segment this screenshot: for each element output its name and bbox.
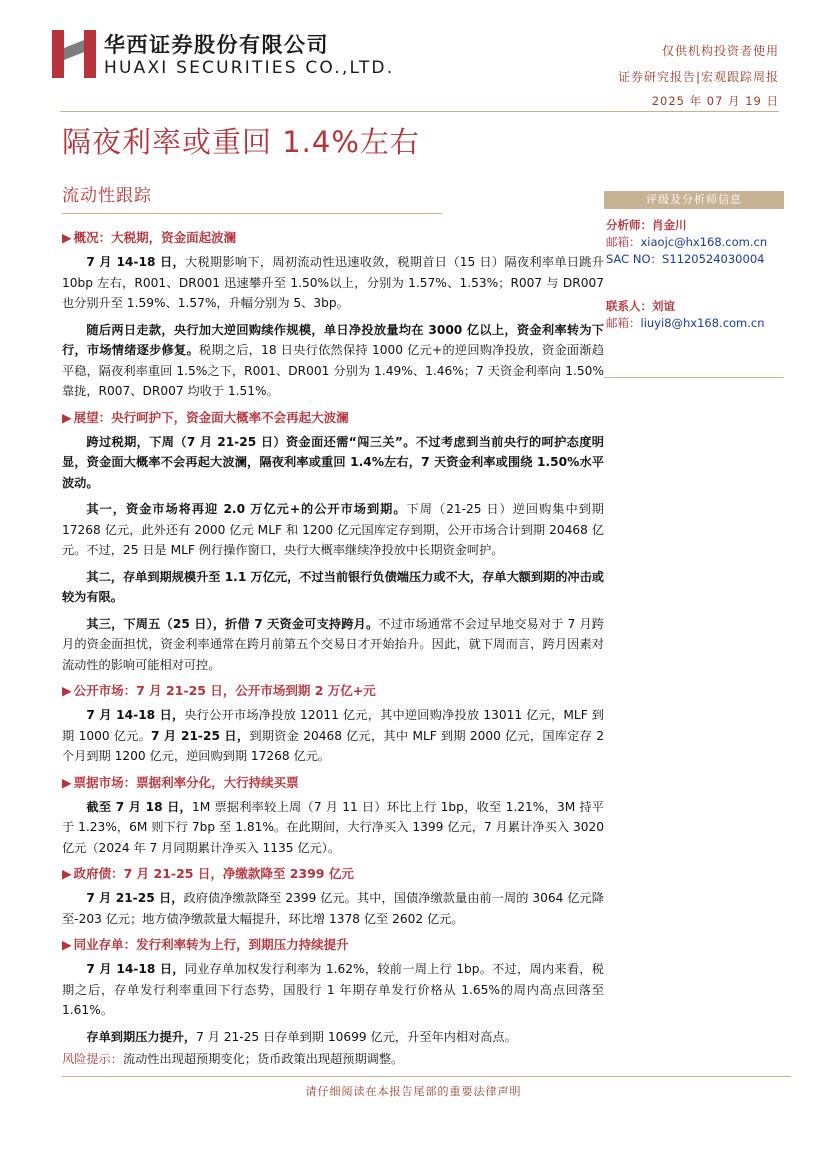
analyst-name: 肖金川	[652, 218, 687, 232]
paragraph: 截至 7 月 18 日，1M 票据利率较上周（7 月 11 日）环比上行 1bp，收至 1.21%，3M 持平于 1.23%，6M 则下行 7bp 至 1.81%。在此期间，大行净买入 1399 亿元，7 月累计净买入 3020 亿元（2024 年 7 月同期累计净买入 1135 亿元）。	[62, 799, 604, 855]
triangle-bullet-icon: ▶	[62, 937, 72, 952]
contact-email-link[interactable]: liuyi8@hx168.com.cn	[640, 316, 765, 330]
contact-email-line	[606, 315, 765, 331]
contact-name: 刘谊	[652, 299, 675, 313]
report-date: 2025 年 07 月 19 日	[651, 94, 779, 108]
risk-label: 风险提示：	[62, 1052, 123, 1066]
paragraph: 其三，下周五（25 日），折借 7 天资金可支持跨月。不过市场通常不会过早地交易对于 7 月跨月的资金面担忧，资金利率通常在跨月前第五个交易日才开始抬升。因此，就下周而言，跨月因素对流动性的影响可能相对可控。	[62, 616, 604, 672]
analyst-email-line	[606, 234, 767, 250]
section-heading-overview: ▶ 概况：大税期，资金面起波澜	[62, 230, 237, 245]
section-heading-outlook: ▶ 展望：央行呵护下，资金面大概率不会再起大波澜	[62, 409, 349, 425]
paragraph: 跨过税期，下周（7 月 21-25 日）资金面还需“闯三关”。不过考虑到当前央行的呵护态度明显，资金面大概率不会再起大波澜，隔夜利率或重回 1.4%左右，7 天资金利率或围绕 1.50%水平波动。	[62, 434, 604, 490]
email-key: 邮箱：	[606, 316, 641, 330]
triangle-bullet-icon: ▶	[62, 409, 72, 425]
section-divider	[62, 213, 442, 214]
company-name-cn: 华西证券股份有限公司	[104, 33, 329, 57]
sac-line	[606, 251, 764, 267]
risk-text: 流动性出现超预期变化；货币政策出现超预期调整。	[122, 1052, 404, 1066]
section-title: 流动性跟踪	[62, 186, 152, 206]
paragraph: 7 月 14-18 日，央行公开市场净投放 12011 亿元，其中逆回购净投放 13011 亿元，MLF 到期 1000 亿元。7 月 21-25 日，到期资金 20468 亿元，其中 MLF 到期 2000 亿元，国库定存 2 个月到期 1200 亿元，逆回购到期 17268 亿元。	[62, 708, 605, 763]
analyst-key: 分析师：	[606, 218, 652, 232]
sidebar-divider	[604, 377, 784, 378]
paragraph: 7 月 14-18 日，大税期影响下，周初流动性迅速收敛，税期首日（15 日）隔夜利率单日跳升 10bp 左右，R001、DR001 迅速攀升至 1.50%以上，分别为 1.57%、1.53%；R007 与 DR007 也分别升至 1.59%、1.57%，升幅分别为 5、3bp。	[62, 255, 604, 310]
header-divider	[60, 111, 779, 112]
contact-line	[606, 298, 675, 314]
report-title: 隔夜利率或重回 1.4%左右	[62, 125, 420, 159]
analyst-info-heading: 评级及分析师信息	[604, 191, 784, 209]
email-key: 邮箱：	[606, 235, 641, 249]
triangle-bullet-icon: ▶	[62, 774, 72, 790]
analyst-email-link[interactable]: xiaojc@hx168.com.cn	[640, 235, 768, 249]
paragraph: 7 月 14-18 日，同业存单加权发行利率为 1.62%，较前一周上行 1bp。不过，周内来看，税期之后，存单发行利率重回下行态势，国股行 1 年期存单发行价格从 1.65%的周内高点回落至 1.61%。	[62, 962, 604, 1017]
risk-warning	[62, 1049, 604, 1070]
triangle-bullet-icon: ▶	[62, 230, 72, 245]
triangle-bullet-icon: ▶	[62, 683, 72, 698]
footer-divider	[62, 1076, 791, 1077]
company-name-en: HUAXI SECURITIES CO.,LTD.	[104, 58, 395, 78]
sac-key: SAC NO：	[606, 252, 663, 266]
huaxi-logo-icon	[52, 30, 96, 78]
report-body	[62, 228, 604, 1070]
paragraph: 其一，资金市场将再迎 2.0 万亿元+的公开市场到期。下周（21-25 日）逆回购集中到期 17268 亿元，此外还有 2000 亿元 MLF 和 1200 亿元国库定存到期，公开市场合计到期 20468 亿元。不过，25 日是 MLF 例行操作窗口，央行大概率继续净投放中长期资金呵护。	[62, 502, 604, 557]
section-heading-bills: ▶ 票据市场：票据利率分化，大行持续买票	[62, 774, 299, 790]
paragraph: 随后两日走款，央行加大逆回购续作规模，单日净投放量均在 3000 亿以上，资金利率转为下行，市场情绪逐步修复。税期之后，18 日央行依然保持 1000 亿元+的逆回购净投放，资金面渐趋平稳，隔夜利率重回 1.5%之下，R001、DR001 分别为 1.49%、1.46%；7 天资金利率向 1.50%靠拢，R007、DR007 均收于 1.51%。	[62, 322, 605, 398]
analyst-line	[606, 217, 687, 233]
contact-key: 联系人：	[606, 299, 652, 313]
paragraph: 其二，存单到期规模升至 1.1 万亿元，不过当前银行负债端压力或不大，存单大额到期的冲击或较为有限。	[62, 569, 604, 604]
section-heading-ncd: ▶ 同业存单：发行利率转为上行，到期压力持续提升	[62, 937, 349, 952]
report-type: 证券研究报告|宏观跟踪周报	[617, 70, 779, 84]
sac-number: S1120524030004	[662, 252, 765, 266]
footer-disclaimer: 请仔细阅读在本报告尾部的重要法律声明	[305, 1085, 522, 1098]
paragraph: 存单到期压力提升，7 月 21-25 日存单到期 10699 亿元，升至年内相对高点。	[86, 1029, 517, 1044]
section-heading-open-market: ▶ 公开市场：7 月 21-25 日，公开市场到期 2 万亿+元	[62, 683, 376, 698]
triangle-bullet-icon: ▶	[62, 866, 72, 881]
section-heading-gov-bonds: ▶ 政府债：7 月 21-25 日，净缴款降至 2399 亿元	[62, 866, 354, 881]
audience-note: 仅供机构投资者使用	[661, 44, 779, 58]
paragraph: 7 月 21-25 日，政府债净缴款降至 2399 亿元。其中，国债净缴款量由前一周的 3064 亿元降至-203 亿元；地方债净缴款量大幅提升，环比增 1378 亿至 2602 亿元。	[62, 891, 604, 926]
